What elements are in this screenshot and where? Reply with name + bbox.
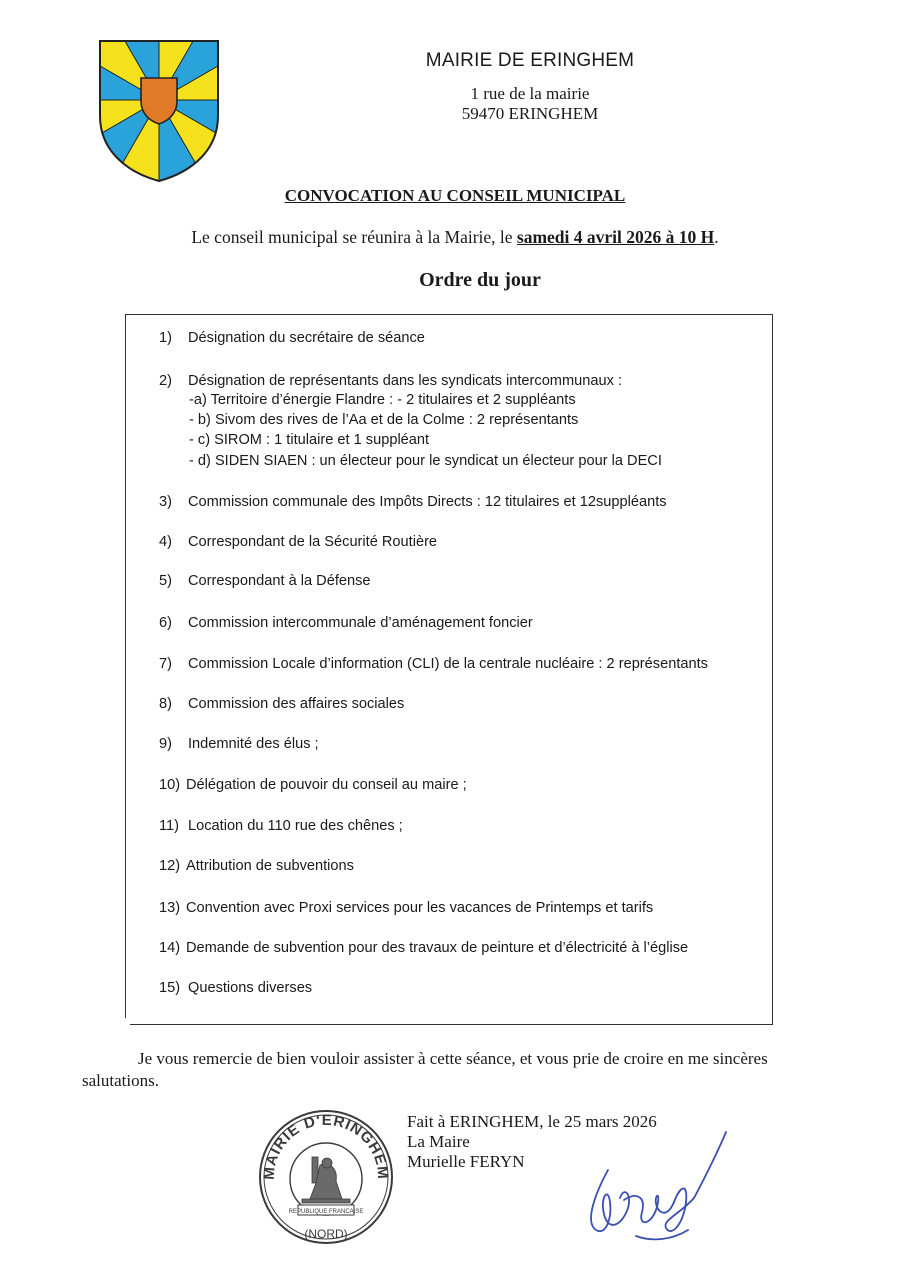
convocation-title: CONVOCATION AU CONSEIL MUNICIPAL [284, 186, 626, 205]
agenda-heading: Ordre du jour [419, 269, 541, 291]
agenda-item [159, 330, 425, 346]
agenda-item-number: 2) [159, 373, 172, 389]
agenda-item-number: 7) [159, 656, 172, 672]
coat-of-arms-icon [96, 38, 222, 184]
town-hall-stamp-icon [256, 1107, 396, 1247]
agenda-item [159, 615, 533, 631]
agenda-item-text: Désignation du secrétaire de séance [188, 330, 425, 346]
agenda-item-text: Commission communale des Impôts Directs : 12 titulaires et 12suppléants [188, 494, 667, 510]
mairie-name: MAIRIE DE ERINGHEM [425, 50, 635, 71]
signature-place-date: Fait à ERINGHEM, le 25 mars 2026 [407, 1112, 657, 1131]
agenda-item-text: Correspondant à la Défense [188, 573, 371, 589]
closing-paragraph: Je vous remercie de bien vouloir assister à cette séance, et vous prie de croire en me sincères salutations. [82, 1049, 768, 1090]
agenda-item [159, 534, 437, 550]
agenda-item-number: 5) [159, 573, 172, 589]
address-line-2: 59470 ERINGHEM [461, 104, 599, 123]
agenda-item-number: 10) [159, 777, 181, 793]
agenda-item-text: Indemnité des élus ; [188, 736, 319, 752]
agenda-item-text: Convention avec Proxi services pour les vacances de Printemps et tarifs [186, 900, 654, 916]
agenda-item [159, 940, 688, 956]
agenda-item-text: Location du 110 rue des chênes ; [188, 818, 403, 834]
agenda-item-number: 14) [159, 940, 181, 956]
agenda-sub-item: - b) Sivom des rives de l’Aa et de la Colme : 2 représentants [189, 412, 579, 428]
agenda-item [159, 573, 371, 589]
agenda-item [159, 373, 622, 389]
agenda-item [159, 696, 404, 712]
agenda-item [159, 656, 708, 672]
agenda-item [159, 777, 467, 793]
agenda-item-text: Commission Locale d’information (CLI) de la centrale nucléaire : 2 représentants [188, 656, 708, 672]
agenda-item-number: 15) [159, 980, 181, 996]
agenda-item-text: Commission intercommunale d’aménagement foncier [188, 615, 533, 631]
intro-prefix: Le conseil municipal se réunira à la Mairie, le [191, 227, 517, 247]
agenda-item [159, 900, 653, 916]
agenda-item-number: 6) [159, 615, 172, 631]
agenda-item-number: 4) [159, 534, 172, 550]
handwritten-signature-icon [576, 1122, 736, 1252]
agenda-item-text: Correspondant de la Sécurité Routière [188, 534, 438, 550]
agenda-item-text: Commission des affaires sociales [188, 696, 405, 712]
agenda-item-number: 11) [159, 818, 180, 834]
agenda-item-number: 13) [159, 900, 181, 916]
stamp-ring-text: MAIRIE D'ERINGHEM [260, 1111, 392, 1181]
agenda-sub-item: -a) Territoire d’énergie Flandre : - 2 titulaires et 2 suppléants [189, 392, 576, 408]
agenda-item-number: 3) [159, 494, 172, 510]
stamp-bottom: (NORD) [304, 1227, 348, 1241]
meeting-intro [120, 227, 790, 248]
agenda-item [159, 736, 319, 752]
signature-role: La Maire [407, 1132, 470, 1151]
meeting-date: samedi 4 avril 2026 à 10 H [516, 227, 715, 247]
agenda-item-text: Demande de subvention pour des travaux de peinture et d’électricité à l’église [186, 940, 689, 956]
address-line-1: 1 rue de la mairie [470, 84, 590, 103]
agenda-sub-item: - c) SIROM : 1 titulaire et 1 suppléant [189, 432, 430, 448]
stamp-banner: REPUBLIQUE FRANCAISE [288, 1209, 364, 1215]
agenda-item-number: 9) [159, 736, 172, 752]
box-corner-gap [125, 1018, 130, 1026]
agenda-item [159, 494, 667, 510]
agenda-item-number: 1) [159, 330, 172, 346]
agenda-item [159, 818, 403, 834]
agenda-item [159, 858, 354, 874]
agenda-item-number: 12) [159, 858, 181, 874]
agenda-item [159, 980, 312, 996]
agenda-item-number: 8) [159, 696, 172, 712]
agenda-item-text: Désignation de représentants dans les syndicats intercommunaux : [188, 373, 622, 389]
signature-name: Murielle FERYN [407, 1152, 525, 1171]
agenda-item-text: Questions diverses [188, 980, 313, 996]
intro-suffix: . [714, 227, 719, 247]
agenda-item-text: Attribution de subventions [186, 858, 354, 874]
agenda-item-text: Délégation de pouvoir du conseil au maire ; [186, 777, 467, 793]
agenda-sub-item: - d) SIDEN SIAEN : un électeur pour le syndicat un électeur pour la DECI [189, 453, 662, 469]
